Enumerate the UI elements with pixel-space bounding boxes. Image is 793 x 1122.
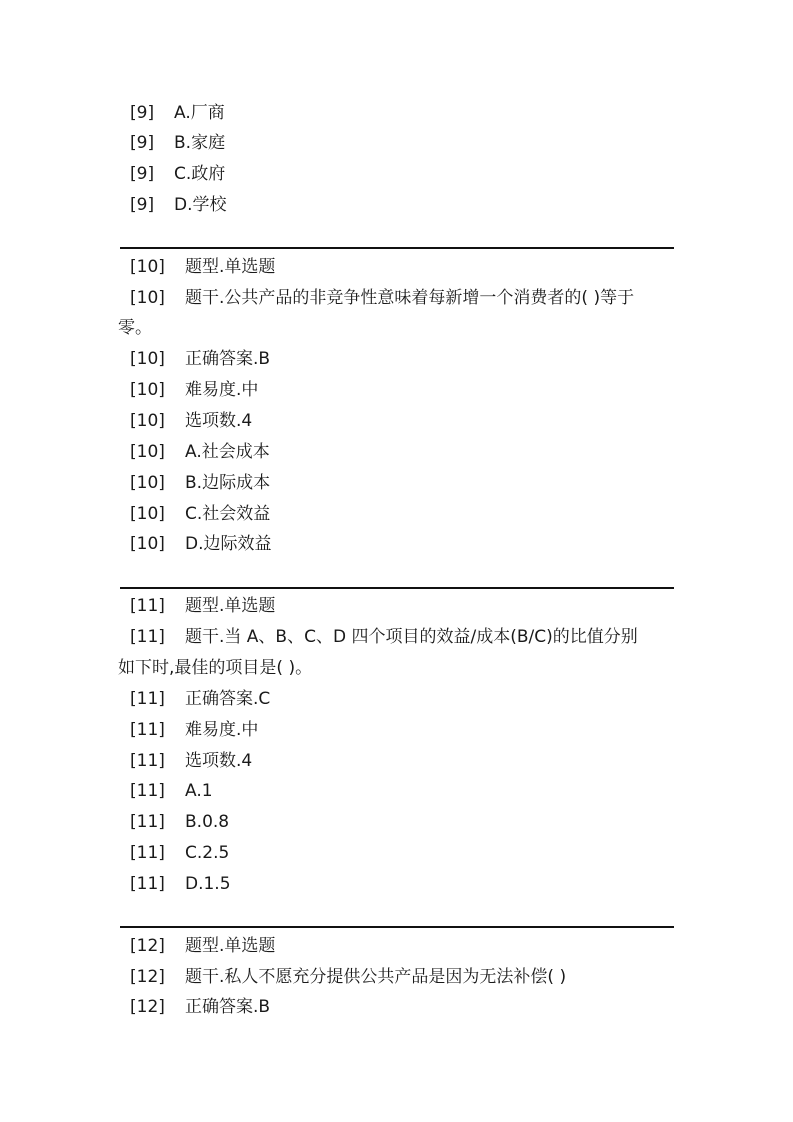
question-number: [11]	[130, 751, 165, 771]
answer-text: 正确答案.B	[185, 349, 271, 369]
q9-option-b	[130, 132, 226, 154]
question-number: [11]	[130, 843, 165, 863]
option-text: A.社会成本	[185, 442, 270, 462]
q9-option-c	[130, 163, 226, 185]
option-text: C.社会效益	[185, 504, 271, 524]
option-text: D.1.5	[185, 874, 231, 894]
question-number: [10]	[130, 380, 165, 400]
question-number: [10]	[130, 534, 165, 554]
question-number: [9]	[130, 164, 155, 184]
q10-answer	[130, 348, 271, 370]
question-number: [11]	[130, 627, 165, 647]
option-text: A.1	[185, 781, 213, 801]
question-number: [11]	[130, 720, 165, 740]
question-number: [10]	[130, 473, 165, 493]
section-divider	[120, 926, 674, 928]
q11-stem-continuation: 如下时,最佳的项目是( )。	[118, 658, 313, 678]
q11-type	[130, 595, 276, 617]
q10-type	[130, 256, 276, 278]
stem-text: 题干.公共产品的非竞争性意味着每新增一个消费者的( )等于	[185, 288, 635, 308]
section-divider	[120, 247, 674, 249]
question-number: [10]	[130, 442, 165, 462]
question-number: [10]	[130, 288, 165, 308]
q11-difficulty	[130, 719, 259, 741]
q11-answer	[130, 688, 271, 710]
q11-option-a	[130, 780, 213, 802]
q10-option-c	[130, 503, 271, 525]
q12-stem	[130, 966, 567, 988]
option-count-text: 选项数.4	[185, 411, 253, 431]
option-text: C.政府	[174, 164, 226, 184]
stem-text: 题干.私人不愿充分提供公共产品是因为无法补偿( )	[185, 967, 567, 987]
q12-answer	[130, 996, 271, 1018]
question-number: [10]	[130, 349, 165, 369]
type-text: 题型.单选题	[185, 596, 276, 616]
q11-option-b	[130, 811, 230, 833]
option-text: A.厂商	[174, 103, 225, 123]
q11-option-count	[130, 750, 253, 772]
option-count-text: 选项数.4	[185, 751, 253, 771]
option-text: B.边际成本	[185, 473, 271, 493]
question-number: [11]	[130, 874, 165, 894]
q10-option-count	[130, 410, 253, 432]
question-number: [11]	[130, 812, 165, 832]
q10-option-a	[130, 441, 270, 463]
question-number: [12]	[130, 936, 165, 956]
option-text: B.家庭	[174, 133, 226, 153]
q10-stem	[130, 287, 635, 309]
question-number: [9]	[130, 103, 155, 123]
q10-option-b	[130, 472, 271, 494]
q10-option-d	[130, 533, 272, 555]
difficulty-text: 难易度.中	[185, 380, 259, 400]
question-number: [10]	[130, 411, 165, 431]
question-number: [12]	[130, 967, 165, 987]
question-number: [12]	[130, 997, 165, 1017]
option-text: D.学校	[174, 195, 227, 215]
q11-option-d	[130, 873, 231, 895]
question-number: [10]	[130, 257, 165, 277]
q9-option-d	[130, 194, 227, 216]
q9-option-a	[130, 102, 225, 124]
section-divider	[120, 587, 674, 589]
option-text: C.2.5	[185, 843, 230, 863]
q12-type	[130, 935, 276, 957]
q11-stem	[130, 626, 638, 648]
stem-text: 题干.当 A、B、C、D 四个项目的效益/成本(B/C)的比值分别	[185, 627, 638, 647]
question-number: [11]	[130, 689, 165, 709]
option-text: B.0.8	[185, 812, 230, 832]
question-number: [11]	[130, 781, 165, 801]
question-number: [11]	[130, 596, 165, 616]
option-text: D.边际效益	[185, 534, 272, 554]
q11-option-c	[130, 842, 230, 864]
answer-text: 正确答案.C	[185, 689, 271, 709]
q10-difficulty	[130, 379, 259, 401]
answer-text: 正确答案.B	[185, 997, 271, 1017]
question-number: [9]	[130, 195, 155, 215]
q10-stem-continuation: 零。	[118, 318, 152, 338]
type-text: 题型.单选题	[185, 936, 276, 956]
type-text: 题型.单选题	[185, 257, 276, 277]
difficulty-text: 难易度.中	[185, 720, 259, 740]
question-number: [10]	[130, 504, 165, 524]
question-number: [9]	[130, 133, 155, 153]
